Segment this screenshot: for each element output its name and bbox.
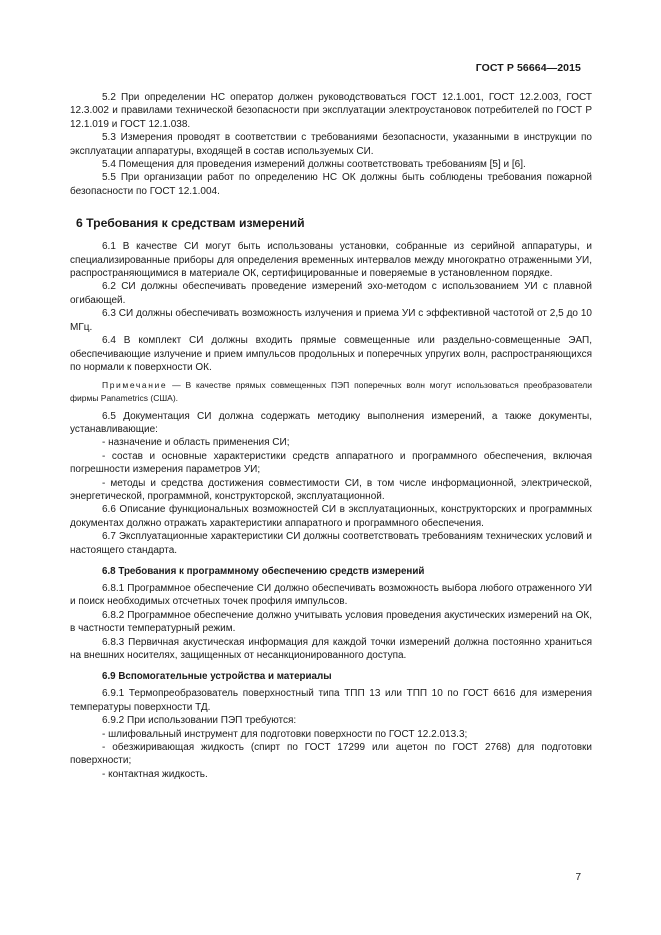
list-item-contact-liquid: - контактная жидкость. [102, 768, 208, 780]
paragraph-6-2: 6.2 СИ должны обеспечивать проведение измерений эхо-методом с использованием УИ с плавной огибающей. [70, 281, 592, 306]
list-item-compatibility: - методы и средства достижения совместимости СИ, в том числе информационной, электрической, энергетической, программной, конструкторской, эксплуатационной. [70, 477, 592, 502]
paragraph-6-3: 6.3 СИ должны обеспечивать возможность излучения и приема УИ с эффективной частотой от 2,5 до 10 МГц. [70, 308, 592, 333]
paragraph-5-4: 5.4 Помещения для проведения измерений должны соответствовать требованиям [5] и [6]. [102, 159, 526, 171]
paragraph-6-8-3: 6.8.3 Первичная акустическая информация для каждой точки измерений должна постоянно храниться на внешних носителях, защищенных от несанкционированного доступа. [70, 636, 592, 661]
paragraph-6-8-2: 6.8.2 Программное обеспечение должно учитывать условия проведения акустических измерений на ОК, в частности температурный режим. [70, 609, 592, 635]
section-6-heading: 6 Требования к средствам измерений [76, 216, 305, 231]
page-number: 7 [575, 872, 581, 883]
paragraph-6-4: 6.4 В комплект СИ должны входить прямые совмещенные или раздельно-совмещенные ЭАП, обеспечивающие излучение и прием импульсов продольных и поперечных упругих волн, распространяющихся по нормали к поверхности ОК. [70, 335, 592, 373]
paragraph-5-2: 5.2 При определении НС оператор должен руководствоваться ГОСТ 12.1.001, ГОСТ 12.2.003, ГОСТ 12.3.002 и правилами технической безопасности при эксплуатации электроустановок потребителей по ГОСТ Р 12.1.019 и ГОСТ 12.1.038. [70, 92, 592, 130]
note [70, 379, 592, 404]
list-item-degreasing-liquid: - обезжиривающая жидкость (спирт по ГОСТ 17299 или ацетон по ГОСТ 2768) для подготовки поверхности; [70, 742, 592, 767]
page-content [70, 91, 592, 781]
paragraph-6-8-1: 6.8.1 Программное обеспечение СИ должно обеспечивать возможность выбора любого отраженного УИ и поиск необходимых отсчетных точек профиля импульсов. [70, 582, 592, 608]
list-item-purpose: - назначение и область применения СИ; [102, 437, 290, 449]
section-6-9-heading: 6.9 Вспомогательные устройства и материалы [102, 671, 332, 683]
list-item-composition: - состав и основные характеристики средств аппаратного и программного обеспечения, включая погрешности измерения параметров УИ; [70, 450, 592, 476]
paragraph-6-7: 6.7 Эксплуатационные характеристики СИ должны соответствовать требованиям технических условий и настоящего стандарта. [70, 531, 592, 556]
list-item-grinding-tool: - шлифовальный инструмент для подготовки поверхности по ГОСТ 12.2.013.3; [102, 728, 468, 740]
paragraph-6-5: 6.5 Документация СИ должна содержать методику выполнения измерений, а также документы, устанавливающие: [70, 410, 592, 435]
section-6-8-heading: 6.8 Требования к программному обеспечению средств измерений [102, 565, 425, 577]
paragraph-5-3: 5.3 Измерения проводят в соответствии с требованиями безопасности, указанными в инструкции по эксплуатации аппаратуры, входящей в состав используемых СИ. [70, 132, 592, 157]
note-text: — В качестве прямых совмещенных ПЭП поперечных волн могут использоваться преобразователи фирмы Panametrics (США). [70, 380, 592, 403]
paragraph-6-9-2: 6.9.2 При использовании ПЭП требуются: [102, 715, 297, 727]
paragraph-5-5: 5.5 При организации работ по определению НС ОК должны быть соблюдены требования пожарной безопасности по ГОСТ 12.1.004. [70, 172, 592, 197]
paragraph-6-6: 6.6 Описание функциональных возможностей СИ в эксплуатационных, конструкторских и программных документах должно отражать характеристики аппаратного и программного обеспечения. [70, 504, 592, 529]
paragraph-6-1: 6.1 В качестве СИ могут быть использованы установки, собранные из серийной аппаратуры, и специализированные приборы для определения временных интервалов между многократно отраженными УИ, распространяющимися в материале ОК, сертифицированные и поверяемые в установленном порядке. [70, 241, 592, 280]
paragraph-6-9-1: 6.9.1 Термопреобразователь поверхностный типа ТПП 13 или ТПП 10 по ГОСТ 6616 для измерения температуры поверхности ТД. [70, 688, 592, 713]
note-label: Примечание [102, 380, 168, 391]
document-code: ГОСТ Р 56664—2015 [475, 62, 581, 74]
